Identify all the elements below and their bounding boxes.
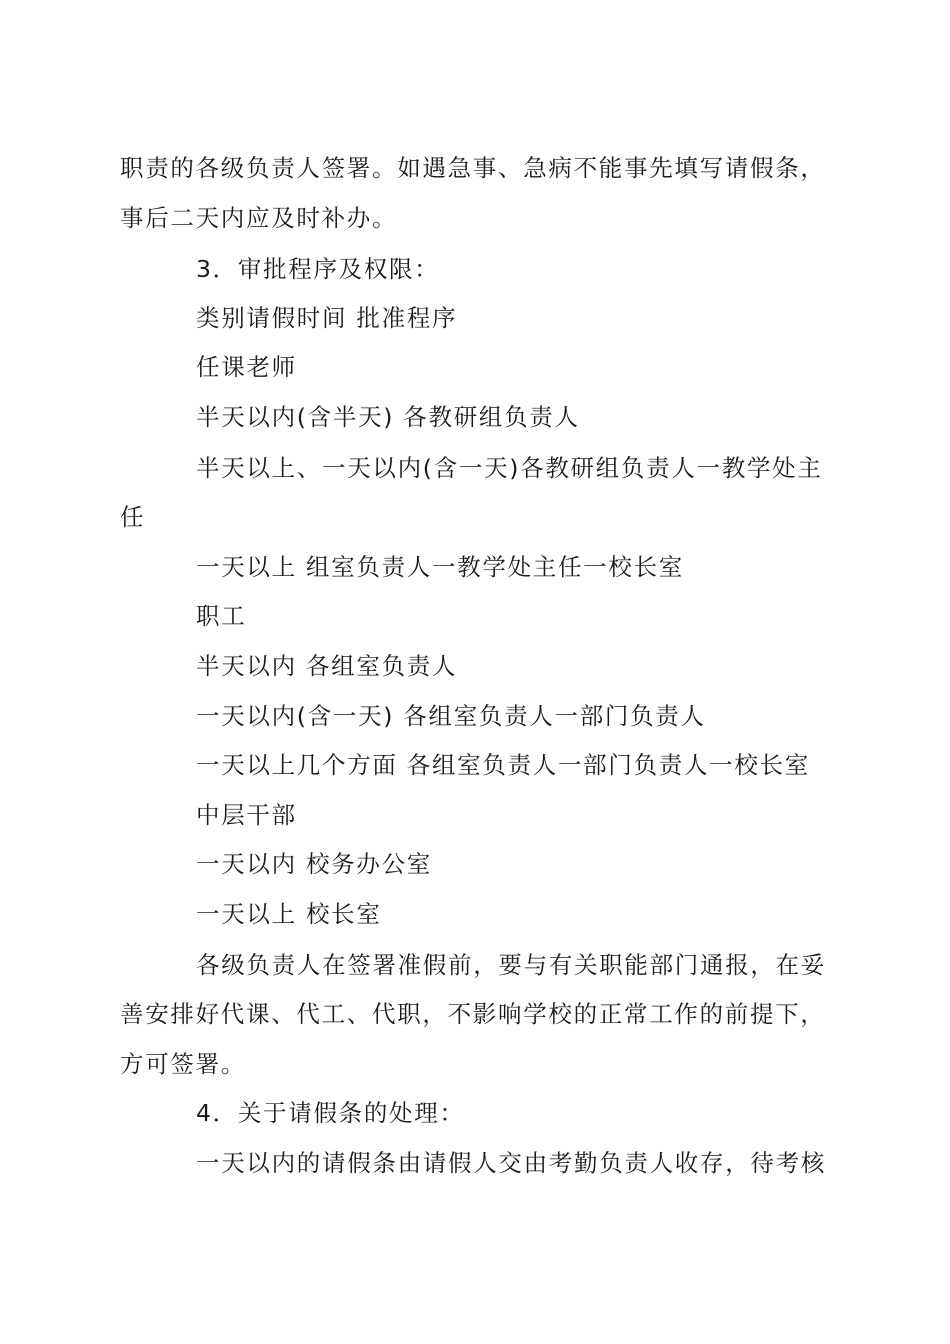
approval-rule-line: 一天以内 校务办公室 (196, 850, 432, 878)
approval-rule-line: 一天以上 校长室 (196, 900, 382, 928)
paragraph-line: 事后二天内应及时补办。 (120, 204, 398, 232)
approval-rule-line: 一天以上几个方面 各组室负责人一部门负责人一校长室 (196, 751, 810, 779)
approval-rule-line: 一天以内(含一天) 各组室负责人一部门负责人 (196, 702, 706, 730)
paragraph-line: 各级负责人在签署准假前，要与有关职能部门通报，在妥 (196, 951, 826, 979)
section-heading: 4．关于请假条的处理： (196, 1099, 465, 1127)
table-header-line: 类别请假时间 批准程序 (196, 304, 458, 332)
paragraph-line: 一天以内的请假条由请假人交由考勤负责人收存，待考核 (196, 1149, 826, 1177)
approval-rule-line: 一天以上 组室负责人一教学处主任一校长室 (196, 553, 684, 581)
paragraph-line: 善安排好代课、代工、代职，不影响学校的正常工作的前提下， (120, 1000, 826, 1028)
approval-rule-line: 任 (120, 503, 146, 531)
section-heading: 3．审批程序及权限： (196, 255, 440, 283)
category-label: 职工 (196, 602, 247, 630)
paragraph-line: 方可签署。 (120, 1050, 246, 1078)
category-label: 任课老师 (196, 353, 297, 381)
category-label: 中层干部 (196, 801, 297, 829)
approval-rule-line: 半天以内(含半天) 各教研组负责人 (196, 403, 580, 431)
paragraph-line: 职责的各级负责人签署。如遇急事、急病不能事先填写请假条， (120, 154, 826, 182)
approval-rule-line: 半天以内 各组室负责人 (196, 652, 458, 680)
approval-rule-line: 半天以上、一天以内(含一天)各教研组负责人一教学处主 (196, 454, 823, 482)
